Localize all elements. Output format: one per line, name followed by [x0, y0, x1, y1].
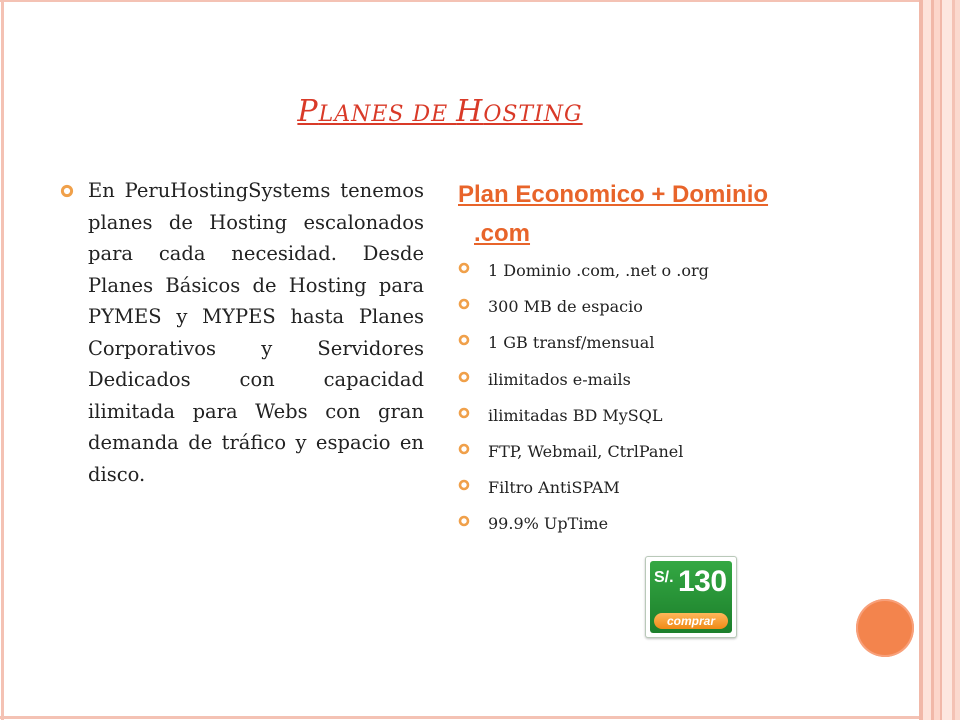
list-item: [458, 256, 838, 292]
decorative-stripe: [923, 0, 931, 720]
buy-label: comprar: [654, 613, 728, 629]
decorative-circle: [856, 599, 914, 657]
feature-text: ilimitadas BD MySQL: [488, 405, 663, 425]
hollow-circle-bullet-icon: [458, 292, 470, 322]
decorative-stripe: [955, 0, 960, 720]
hollow-circle-bullet-icon: [458, 328, 470, 358]
price-amount: 130: [678, 565, 727, 598]
hollow-circle-bullet-icon: [458, 473, 470, 503]
description-block: [60, 175, 424, 490]
hollow-circle-bullet-icon: [458, 256, 470, 286]
feature-text: 99.9% UpTime: [488, 514, 609, 534]
list-item: [458, 437, 838, 473]
hollow-circle-bullet-icon: [458, 401, 470, 431]
price-currency: S/.: [654, 569, 674, 586]
title-part: H: [456, 94, 484, 129]
title-part: OSTING: [483, 102, 583, 127]
title-part: P: [297, 94, 319, 129]
hollow-circle-bullet-icon: [60, 184, 74, 202]
price-buy-button[interactable]: [645, 556, 737, 638]
feature-text: 300 MB de espacio: [488, 297, 643, 317]
list-item: [458, 401, 838, 437]
hollow-circle-bullet-icon: [458, 437, 470, 467]
plan-heading: [458, 175, 818, 253]
feature-text: 1 Dominio .com, .net o .org: [488, 261, 709, 280]
feature-text: Filtro AntiSPAM: [488, 478, 620, 498]
plan-title-line2: .com: [474, 220, 531, 247]
feature-text: ilimitados e-mails: [488, 369, 631, 389]
hollow-circle-bullet-icon: [458, 509, 470, 539]
hollow-circle-bullet-icon: [458, 365, 470, 395]
list-item: [458, 365, 838, 401]
feature-text: FTP, Webmail, CtrlPanel: [488, 441, 684, 461]
slide-border-bottom: [0, 716, 920, 719]
feature-list: [458, 256, 838, 546]
plan-link[interactable]: [458, 181, 768, 247]
title-part: LANES DE: [318, 102, 457, 127]
decorative-stripe: [942, 0, 952, 720]
feature-text: 1 GB transf/mensual: [488, 333, 655, 353]
description-paragraph: En PeruHostingSystems tenemos planes de Hosting escalonados para cada necesidad. Desde Planes Básicos de Hosting para PYMES y MYPES hasta Planes Corporativos y Servidores Dedicados con capacidad ilimitada para Webs con gran demanda de tráfico y espacio en disco.: [88, 179, 424, 486]
list-item: [458, 509, 838, 545]
list-item: [458, 292, 838, 328]
list-item: [458, 328, 838, 364]
slide-border-top: [0, 0, 920, 2]
plan-title-line1: Plan Economico + Dominio: [458, 181, 769, 208]
list-item: [458, 473, 838, 509]
price-badge-icon: [650, 561, 732, 633]
slide-title: [0, 94, 880, 129]
